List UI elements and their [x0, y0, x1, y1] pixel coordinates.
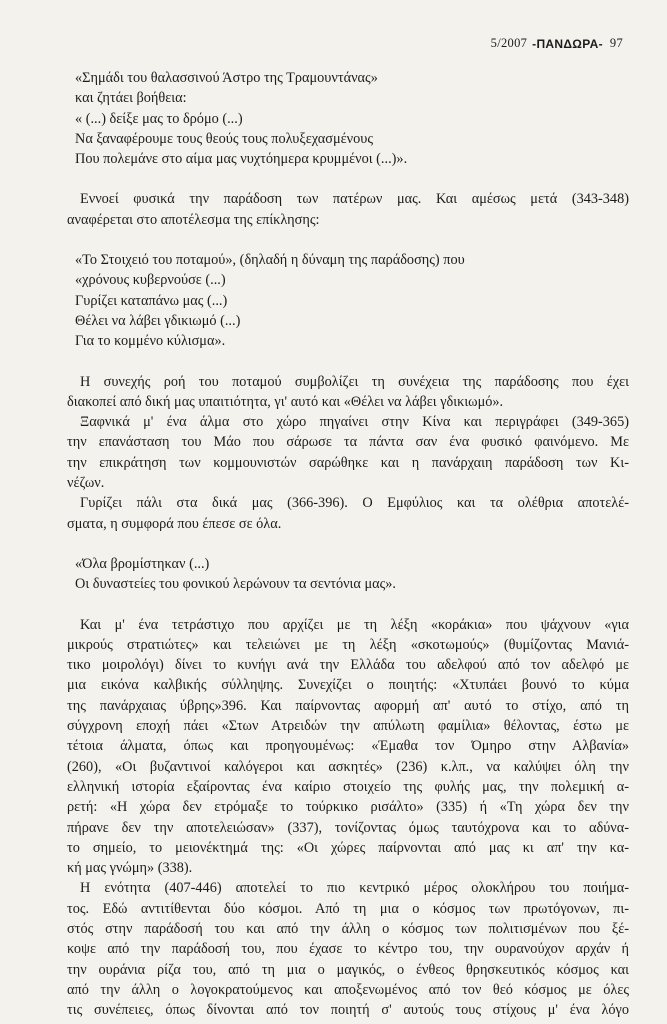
- text-line: τέτοια άλματα, όπως και προηγουμένως: «Έμαθα τον Όμηρο στην Αλβανία»: [67, 738, 629, 755]
- text-line: τικο μοιρολόγι) δίνει το κυνήγι ανά την Ελλάδα του αδελφού από τον αδελφό με: [67, 657, 629, 674]
- text-line: σματα, η συμφορά που έπεσε σε όλα.: [67, 515, 282, 532]
- verse-quote-1: [67, 68, 629, 169]
- page-number: 97: [609, 36, 623, 50]
- text-line: μια εικόνα καλβικής σύλληψης. Συνεχίζει ο ποιητής: «Χτυπάει βουνό το κύμα: [67, 677, 629, 694]
- text-line: τος. Εδώ αντιτίθενται δύο κόσμοι. Από τη μια ο κόσμος των πρωτόγονων, πι-: [67, 900, 629, 917]
- text-line: ρετή: «Η χώρα δεν ετρόμαξε το τούρκικο ρισάλτο» (335) ή «Τη χώρα δεν την: [67, 799, 629, 816]
- text-line: Εννοεί φυσικά την παράδοση των πατέρων μας. Και αμέσως μετά (343-348): [80, 191, 629, 208]
- verse-line: Να ξαναφέρουμε τους θεούς τους πολυξεχασμένους: [75, 130, 374, 147]
- text-line: κοψε από την παράδοσή του, που έχασε το κέντρο του, την ουρανούχον αρχάν ή: [67, 941, 629, 958]
- text-line: νέζων.: [67, 475, 105, 492]
- verse-line: Θέλει να λάβει γδικιωμό (...): [75, 312, 241, 329]
- spacer: [67, 230, 629, 250]
- text-line: της πανάρχαιας ύβρης»396. Και παίρνοντας αφορμή απ' αυτό το στίχο, από τη: [67, 697, 629, 714]
- text-line: Και μ' ένα τετράστιχο που αρχίζει με τη λέξη «κοράκια» που ψάχνουν «για: [80, 616, 629, 633]
- text-line: διακοπεί από δική μας υπαιτιότητα, γι' αυτό και «Θέλει να λάβει γδικιωμό».: [67, 393, 504, 410]
- verse-line: «Όλα βρομίστηκαν (...): [75, 555, 210, 572]
- text-line: Γυρίζει πάλι στα δικά μας (366-396). Ο Εμφύλιος και τα ολέθρια αποτελέ-: [80, 495, 629, 512]
- spacer: [67, 352, 629, 372]
- text-line: αναφέρεται στο αποτέλεσμα της επίκλησης:: [67, 211, 320, 228]
- verse-line: Οι δυναστείες του φονικού λερώνουν τα σεντόνια μας».: [75, 576, 397, 593]
- text-line: (260), «Οι βυζαντινοί καλόγεροι και ασκητές» (236) κ.λπ., να καλύψει όλη την: [67, 758, 629, 775]
- text-line: πήρανε δεν την αποτελειώσαν» (337), τονίζοντας όμως ταυτόχρονα και το αδύνα-: [67, 819, 629, 836]
- verse-line: « (...) δείξε μας το δρόμο (...): [75, 110, 243, 127]
- text-line: από την άλλη ο λογοκρατούμενος και αποξενωμένος από τον θεό κόσμος με όλες: [67, 981, 629, 998]
- journal-title: -ΠΑΝΔΩΡΑ-: [532, 36, 603, 51]
- verse-quote-2: [67, 250, 629, 351]
- spacer: [67, 595, 629, 615]
- paragraph-1: [67, 189, 629, 230]
- text-line: μικρούς στρατιώτες» και τελειώνει με τη λέξη «σκοτωμούς» (θυμίζοντας Μανιά-: [67, 636, 629, 653]
- verse-line: «Το Στοιχειό του ποταμού», (δηλαδή η δύναμη της παράδοσης) που: [75, 252, 465, 269]
- verse-line: «χρόνους κυβερνούσε (...): [75, 272, 226, 289]
- verse-line: «Σημάδι του θαλασσινού Άστρο της Τραμουντάνας»: [75, 70, 378, 86]
- spacer: [67, 534, 629, 554]
- spacer: [67, 169, 629, 189]
- text-line: στός στην παράδοσή του και από την άλλη ο κόσμος των πολιτισμένων που ξέ-: [67, 920, 629, 937]
- text-line: κή μας γνώμη» (338).: [67, 860, 193, 877]
- text-line: την επανάσταση του Μάο που σάρωσε τα πάντα σαν ένα φυσικό φαινόμενο. Με: [67, 434, 629, 451]
- article-body: [67, 68, 629, 1020]
- text-line: την επικράτηση των κομμουνιστών σαρώθηκε και η πανάρχαιη παράδοση των Κι-: [67, 454, 629, 471]
- verse-line: Γυρίζει καταπάνω μας (...): [75, 292, 228, 309]
- issue-number: 5/2007: [490, 36, 528, 50]
- verse-quote-3: [67, 554, 629, 595]
- text-line: Η ενότητα (407-446) αποτελεί το πιο κεντρικό μέρος ολοκλήρου του ποιήμα-: [80, 880, 629, 897]
- text-line: Ξαφνικά μ' ένα άλμα στο χώρο πηγαίνει στην Κίνα και περιγράφει (349-365): [80, 414, 629, 431]
- paragraph-2: [67, 372, 629, 534]
- page-header: [491, 36, 623, 51]
- text-line: σύγχρονη εποχή πάει «Στων Ατρειδών την απύλωτη φαμίλια» θέλοντας, έστω με: [67, 718, 629, 735]
- text-line: ελληνική ιστορία εξαίροντας ένα καίριο στοιχείο της φυλής μας, την πολεμική α-: [67, 778, 629, 795]
- verse-line: και ζητάει βοήθεια:: [75, 90, 187, 107]
- paragraph-3: [67, 615, 629, 1021]
- text-line: το σημείο, το μειονέκτημά της: «Οι χώρες παίρνονται από μας κι απ' την κα-: [67, 839, 629, 856]
- verse-line: Που πολεμάνε στο αίμα μας νυχτόημερα κρυμμένοι (...)».: [75, 151, 408, 168]
- text-line: τις συνέπειες, όπως δίνονται από τον ποιητή σ' αυτούς τους στίχους μ' ένα λόγο: [67, 1002, 629, 1019]
- verse-line: Για το κομμένο κύλισμα».: [75, 333, 226, 350]
- text-line: την ουράνια ρίζα του, από τη μια ο μαγικός, ο ένθεος θρησκευτικός κόσμος και: [67, 961, 629, 978]
- text-line: Η συνεχής ροή του ποταμού συμβολίζει τη συνέχεια της παράδοσης που έχει: [80, 373, 629, 390]
